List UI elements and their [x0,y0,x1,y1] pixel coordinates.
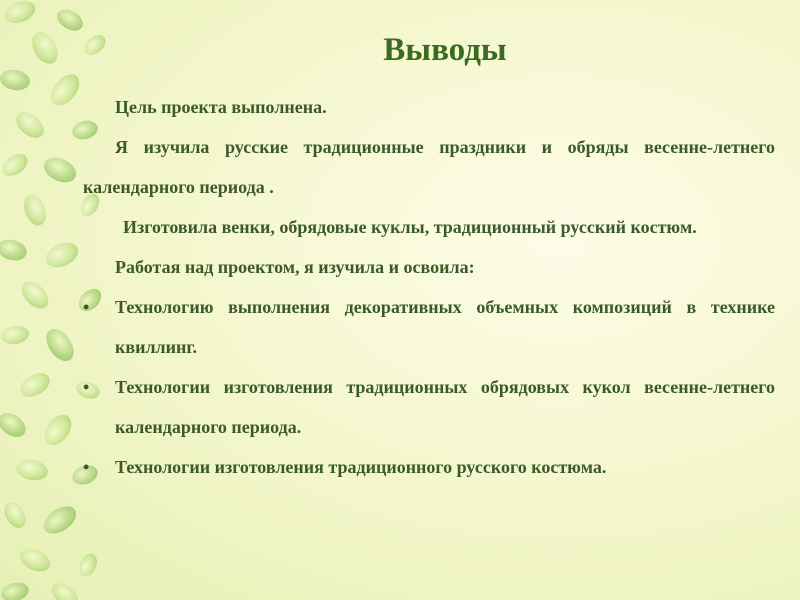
bullet-item: • Технологию выполнения декоративных объемных композиций в технике квиллинг. [83,287,775,367]
bullet-item: • Технологии изготовления традиционного русского костюма. [83,447,775,487]
slide-title: Выводы [383,32,507,68]
slide-body [83,87,775,487]
paragraph-made: Изготовила венки, обрядовые куклы, традиционный русский костюм. [123,217,697,237]
bullet-item: • Технологии изготовления традиционных обрядовых кукол весенне-летнего календарного периода. [83,367,775,447]
paragraph-goal: Цель проекта выполнена. [115,97,327,117]
paragraph-learned: Работая над проектом, я изучила и освоила: [115,257,475,277]
paragraph-studied: Я изучила русские традиционные праздники и обряды весенне-летнего календарного периода . [83,137,775,197]
